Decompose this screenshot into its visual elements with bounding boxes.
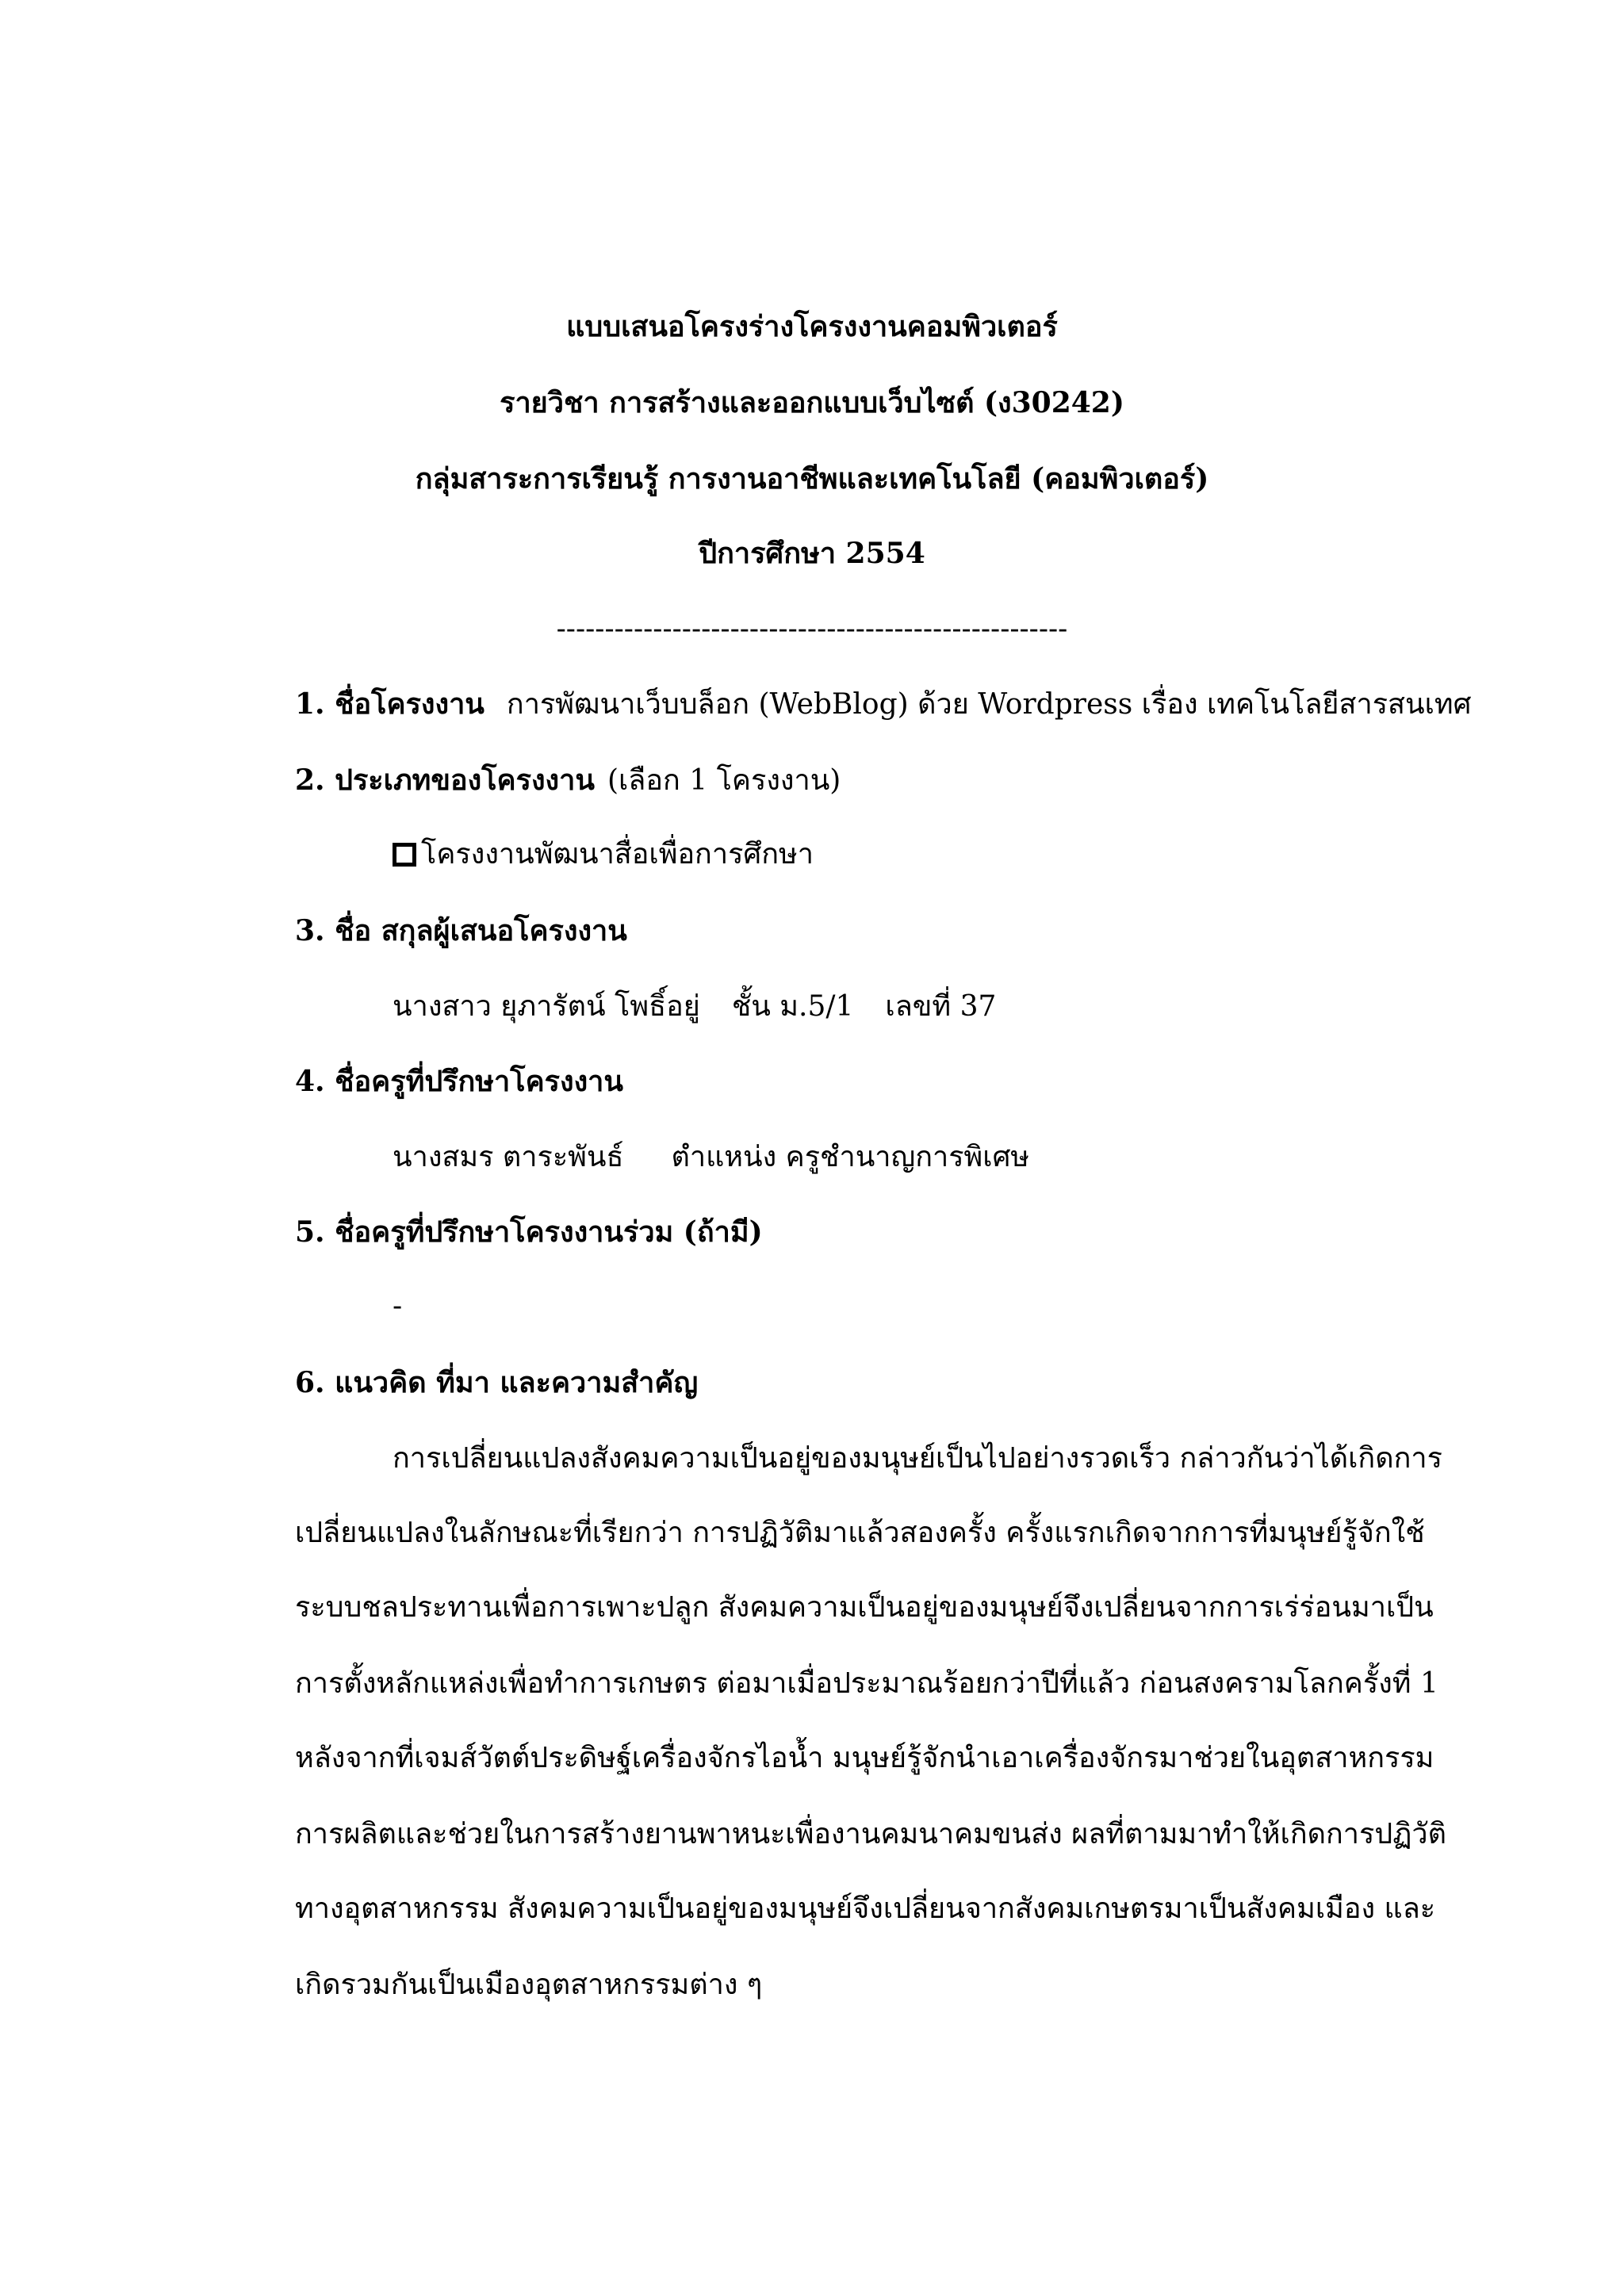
document-title: แบบเสนอโครงร่างโครงงานคอมพิวเตอร์ [566,310,1058,343]
paragraph-line: เปลี่ยนแปลงในลักษณะที่เรียกว่า การปฏิวัติมาแล้วสองครั้ง ครั้งแรกเกิดจากการที่มนุษย์รู้จักใช้ [295,1517,1425,1549]
section-2-label: 2. ประเภทของโครงงาน [295,763,595,797]
learning-area-line: กลุ่มสาระการเรียนรู้ การงานอาชีพและเทคโนโลยี (คอมพิวเตอร์) [415,462,1209,496]
proposer-row [393,989,996,1024]
proposer-name: นางสาว ยุภารัตน์ โพธิ์อยู่ [393,990,700,1023]
project-type-option [393,837,814,872]
paragraph-line: ทางอุตสาหกรรม สังคมความเป็นอยู่ของมนุษย์จึงเปลี่ยนจากสังคมเกษตรมาเป็นสังคมเมือง และ [295,1892,1436,1925]
section-5-label: 5. ชื่อครูที่ปรึกษาโครงงานร่วม (ถ้ามี) [295,1215,763,1249]
separator-line: ----------------------------------------------------- [556,613,1068,645]
section-1-label: 1. ชื่อโครงงาน [295,687,485,721]
section-6-label: 6. แนวคิด ที่มา และความสำคัญ [295,1366,699,1399]
academic-year-line: ปีการศึกษา 2554 [699,537,925,570]
section-4-label: 4. ชื่อครูที่ปรึกษาโครงงาน [295,1065,623,1098]
paragraph-line: หลังจากที่เจมส์วัตต์ประดิษฐ์เครื่องจักรไอน้ำ มนุษย์รู้จักนำเอาเครื่องจักรมาช่วยในอุตสาหกรรม [295,1742,1434,1774]
section-2-row [295,763,841,798]
checkbox-icon [393,843,416,867]
project-type-label: โครงงานพัฒนาสื่อเพื่อการศึกษา [421,838,814,871]
advisor-name: นางสมร ตาระพันธ์ [393,1141,624,1173]
subject-line: รายวิชา การสร้างและออกแบบเว็บไซต์ (ง30242) [500,386,1124,419]
project-name: การพัฒนาเว็บบล็อก (WebBlog) ด้วย Wordpress เรื่อง เทคโนโลยีสารสนเทศ [506,688,1472,721]
section-2-note: (เลือก 1 โครงงาน) [607,764,841,797]
section-1-row [295,687,1472,722]
proposer-number: เลขที่ 37 [885,990,997,1023]
advisor-row [393,1140,1029,1175]
co-advisor-value: - [393,1290,403,1322]
paragraph-line: เกิดรวมกันเป็นเมืองอุตสาหกรรมต่าง ๆ [295,1969,763,2001]
paragraph-line: ระบบชลประทานเพื่อการเพาะปลูก สังคมความเป็นอยู่ของมนุษย์จึงเปลี่ยนจากการเร่ร่อนมาเป็น [295,1591,1434,1624]
advisor-position: ตำแหน่ง ครูชำนาญการพิเศษ [671,1141,1030,1173]
paragraph-line: การตั้งหลักแหล่งเพื่อทำการเกษตร ต่อมาเมื่อประมาณร้อยกว่าปีที่แล้ว ก่อนสงครามโลกครั้งที่ 1 [295,1667,1438,1700]
proposer-class: ชั้น ม.5/1 [731,990,854,1023]
section-3-label: 3. ชื่อ สกุลผู้เสนอโครงงาน [295,914,627,947]
paragraph-line: การผลิตและช่วยในการสร้างยานพาหนะเพื่องานคมนาคมขนส่ง ผลที่ตามมาทำให้เกิดการปฏิวัติ [295,1818,1446,1850]
paragraph-line: การเปลี่ยนแปลงสังคมความเป็นอยู่ของมนุษย์เป็นไปอย่างรวดเร็ว กล่าวกันว่าได้เกิดการ [393,1442,1442,1475]
